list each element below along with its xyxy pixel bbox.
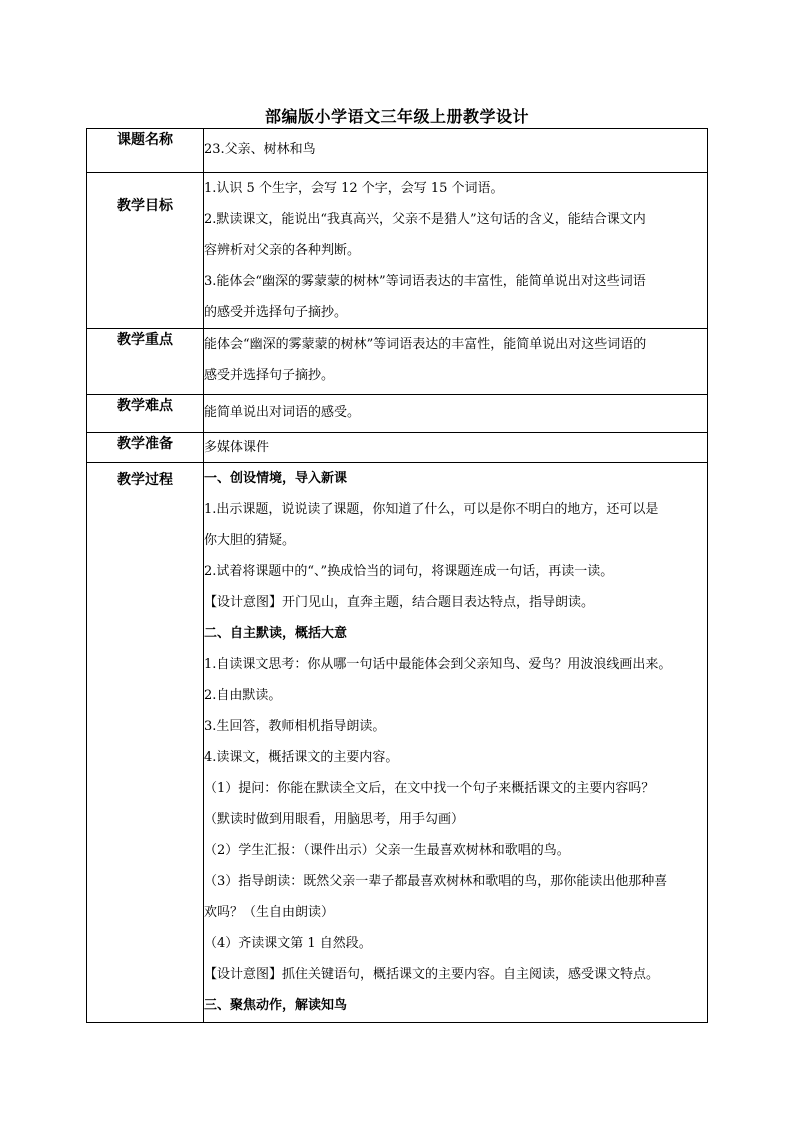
content-line: 1.出示课题，说说读了课题，你知道了什么，可以是你不明白的地方，还可以是 [204, 502, 659, 517]
content-line: 能简单说出对词语的感受。 [204, 405, 361, 420]
row-content-preparation [204, 433, 708, 463]
row-label-key-points: 教学重点 [87, 329, 204, 395]
content-line: 容辨析对父亲的各种判断。 [204, 243, 361, 258]
content-line: （默读时做到用眼看，用脑思考，用手勾画） [204, 812, 465, 827]
row-content-difficulties [204, 395, 708, 433]
row-label-topic: 课题名称 [87, 129, 204, 173]
content-line: 欢吗？（生自由朗读） [204, 905, 335, 920]
content-line: 1.自读课文思考：你从哪一句话中最能体会到父亲知鸟、爱鸟？用波浪线画出来。 [204, 657, 672, 672]
row-label-difficulties: 教学难点 [87, 395, 204, 433]
section-heading: 一、创设情境，导入新课 [204, 471, 348, 486]
content-line: 【设计意图】抓住关键语句，概括课文的主要内容。自主阅读，感受课文特点。 [204, 967, 660, 982]
content-line: 【设计意图】开门见山，直奔主题，结合题目表达特点，指导朗读。 [204, 595, 595, 610]
content-line: 1.认识 5 个生字，会写 12 个字，会写 15 个词语。 [204, 181, 504, 196]
row-label-objectives: 教学目标 [87, 173, 204, 329]
content-line: 能体会“幽深的雾蒙蒙的树林”等词语表达的丰富性，能简单说出对这些词语的 [204, 337, 647, 352]
content-line: 的感受并选择句子摘抄。 [204, 305, 348, 320]
content-line: （4）齐读课文第 1 自然段。 [204, 936, 372, 951]
content-line: 23.父亲、树林和鸟 [204, 142, 316, 157]
content-line: 多媒体课件 [204, 440, 270, 455]
content-line: 4.读课文，概括课文的主要内容。 [204, 750, 399, 765]
table-row [87, 129, 708, 173]
content-line: 2.默读课文，能说出“我真高兴，父亲不是猎人”这句话的含义，能结合课文内 [204, 212, 646, 227]
table-row [87, 433, 708, 463]
row-label-preparation: 教学准备 [87, 433, 204, 463]
table-row [87, 395, 708, 433]
row-content-objectives [204, 173, 708, 329]
content-line: 你大胆的猜疑。 [204, 533, 296, 548]
content-line: （1）提问：你能在默读全文后，在文中找一个句子来概括课文的主要内容吗？ [204, 781, 655, 796]
content-line: （3）指导朗读：既然父亲一辈子都最喜欢树林和歌唱的鸟，那你能读出他那种喜 [204, 874, 668, 889]
content-line: 2.自由默读。 [204, 688, 282, 703]
content-line: 2.试着将课题中的“、”换成恰当的词句，将课题连成一句话，再读一读。 [204, 564, 614, 579]
section-heading: 二、自主默读，概括大意 [204, 626, 348, 641]
content-line: 3.能体会“幽深的雾蒙蒙的树林”等词语表达的丰富性，能简单说出对这些词语 [204, 274, 646, 289]
content-line: （2）学生汇报：（课件出示）父亲一生最喜欢树林和歌唱的鸟。 [204, 843, 570, 858]
section-heading: 三、聚焦动作，解读知鸟 [204, 998, 348, 1013]
content-line: 3.生回答，教师相机指导朗读。 [204, 719, 386, 734]
row-content-key-points [204, 329, 708, 395]
table-row [87, 329, 708, 395]
row-label-process: 教学过程 [87, 463, 204, 1023]
document-title: 部编版小学语文三年级上册教学设计 [264, 107, 529, 126]
row-content-topic [204, 129, 708, 173]
lesson-plan-table [86, 128, 708, 1023]
table-row [87, 173, 708, 329]
content-line: 感受并选择句子摘抄。 [204, 368, 335, 383]
table-row [87, 463, 708, 1023]
row-content-process [204, 463, 708, 1023]
